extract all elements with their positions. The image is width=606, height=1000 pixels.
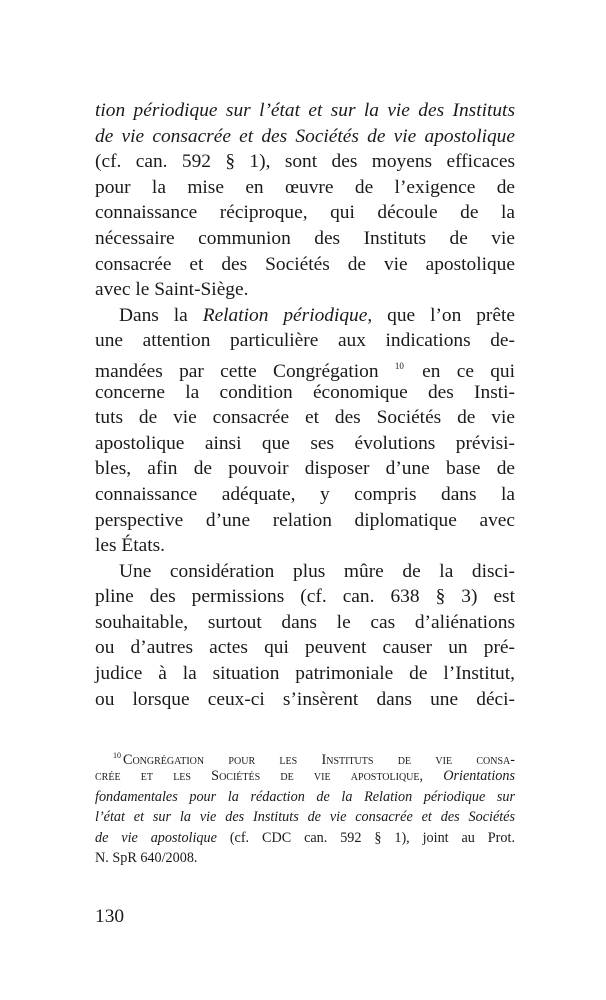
p1-line-2-italic: de vie consacrée et des Sociétés de vie apostolique [95,125,515,147]
p2-line-3-a: mandées par cette Congrégation [95,360,379,382]
p2-line-3-b: en ce qui [422,360,515,382]
footnote-line-2-italic: Orientations [443,768,515,785]
p1-line-1 [95,98,515,124]
p3-line-3: souhaitable, surtout dans le cas d’aliénations [95,611,515,633]
p3-line-6: ou lorsque ceux-ci s’insèrent dans une déci- [95,688,515,710]
footnote-line-1-text: Congrégation pour les Instituts de vie consa- [123,752,515,768]
p1-line-5: connaissance réciproque, qui découle de la [95,202,515,224]
footnote-line-4 [95,807,515,827]
p1-line-7: consacrée et des Sociétés de vie apostolique [95,253,515,275]
p1-line-8: avec le Saint-Siège. [95,279,249,301]
p2-line-5: tuts de vie consacrée et des Sociétés de vie [95,407,515,429]
footnote-line-3-italic: fondamentales pour la rédaction de la Relation périodique sur [95,788,515,805]
footnote-line-2-a: crée et les Sociétés de vie apostolique, [95,768,444,785]
p1-line-1-italic: tion périodique sur l’état et sur la vie des Instituts [95,100,515,121]
p2-line-9: perspective d’une relation diplomatique avec [95,509,515,531]
p1-line-6: nécessaire communion des Instituts de vie [95,227,515,249]
footnote-line-5-b: (cf. CDC can. 592 § 1), joint au Prot. [216,829,515,846]
p2-line-3 [95,354,515,380]
p2-line-2: une attention particulière aux indications de- [95,330,515,352]
footnote-line-3 [95,787,515,807]
footnote-ref: 10 [394,360,404,371]
footnote [95,746,515,868]
p3-line-5: judice à la situation patrimoniale de l’Institut, [95,663,515,685]
p3-line-2: pline des permissions (cf. can. 638 § 3) est [95,586,515,608]
footnote-number: 10 [113,751,121,760]
p2-line-7: bles, afin de pouvoir disposer d’une base de [95,458,515,480]
footnote-line-5 [95,828,515,848]
p2-line-8: connaissance adéquate, y compris dans la [95,483,515,505]
p2-line-1-a: Dans la [119,304,203,326]
body-text [95,98,515,712]
p2-line-1-italic: Relation périodique [202,304,368,326]
p2-line-1-c: , que l’on prête [367,304,515,326]
p2-line-10: les États. [95,535,166,557]
p2-line-1 [95,303,515,329]
footnote-line-4-italic: l’état et sur la vie des Instituts de vie consacrée et des Sociétés [95,809,515,826]
p3-line-1: Une considération plus mûre de la disci- [119,560,515,582]
footnote-line-6: N. SpR 640/2008. [95,849,198,866]
footnote-line-1 [95,746,515,766]
footnote-line-5-italic: de vie apostolique [95,829,217,846]
p1-line-3: (cf. can. 592 § 1), sont des moyens efficaces [95,151,515,173]
p1-line-2 [95,124,515,150]
p2-line-6: apostolique ainsi que ses évolutions prévisi- [95,432,515,454]
p1-line-4: pour la mise en œuvre de l’exigence de [95,176,515,198]
p3-line-4: ou d’autres actes qui peuvent causer un pré- [95,637,515,659]
p2-line-4: concerne la condition économique des Insti- [95,381,515,403]
footnote-line-2 [95,766,515,786]
page-number: 130 [95,906,125,927]
